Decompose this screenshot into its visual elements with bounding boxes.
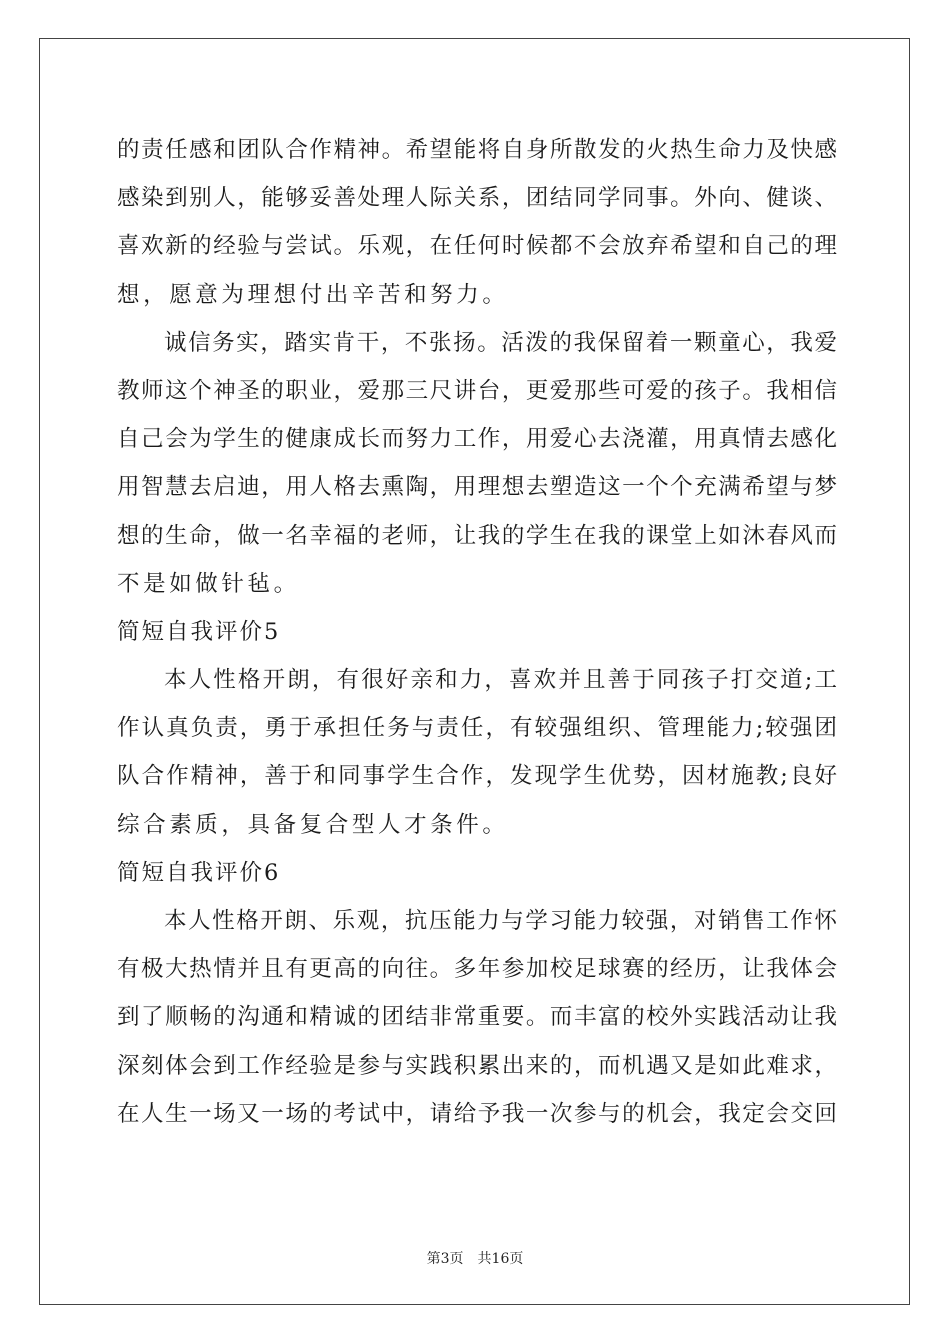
text-line: 在人生一场又一场的考试中，请给予我一次参与的机会，我定会交回 xyxy=(117,1100,837,1127)
text-line: 有极大热情并且有更高的向往。多年参加校足球赛的经历，让我体会 xyxy=(117,956,837,983)
text-line: 喜欢新的经验与尝试。乐观，在任何时候都不会放弃希望和自己的理 xyxy=(117,233,837,260)
text-line: 本人性格开朗、乐观，抗压能力与学习能力较强，对销售工作怀 xyxy=(164,908,837,934)
text-line: 用智慧去启迪，用人格去熏陶，用理想去塑造这一个个充满希望与梦 xyxy=(117,474,837,501)
text-line: 诚信务实，踏实肯干，不张扬。活泼的我保留着一颗童心，我爱 xyxy=(164,329,837,356)
section-heading: 简短自我评价6 xyxy=(117,859,281,886)
text-line: 想的生命，做一名幸福的老师，让我的学生在我的课堂上如沐春风而 xyxy=(117,522,837,549)
document-body xyxy=(117,126,837,1138)
text-line: 自己会为学生的健康成长而努力工作，用爱心去浇灌，用真情去感化 xyxy=(117,426,837,453)
text-line: 想，愿意为理想付出辛苦和努力。 xyxy=(117,281,509,308)
text-line: 作认真负责，勇于承担任务与责任，有较强组织、管理能力;较强团 xyxy=(117,715,837,742)
text-line: 教师这个神圣的职业，爱那三尺讲台，更爱那些可爱的孩子。我相信 xyxy=(117,377,837,404)
text-line: 综合素质，具备复合型人才条件。 xyxy=(117,811,509,838)
text-line: 到了顺畅的沟通和精诚的团结非常重要。而丰富的校外实践活动让我 xyxy=(117,1004,837,1031)
text-line: 的责任感和团队合作精神。希望能将自身所散发的火热生命力及快感 xyxy=(117,137,837,163)
text-line: 深刻体会到工作经验是参与实践积累出来的，而机遇又是如此难求， xyxy=(117,1052,837,1079)
text-line: 不是如做针毡。 xyxy=(117,570,300,597)
page-footer: 第3页 共16页 xyxy=(426,1251,524,1267)
text-line: 感染到别人，能够妥善处理人际关系，团结同学同事。外向、健谈、 xyxy=(117,185,837,212)
text-line: 本人性格开朗，有很好亲和力，喜欢并且善于同孩子打交道;工 xyxy=(164,667,837,694)
text-line: 队合作精神，善于和同事学生合作，发现学生优势，因材施教;良好 xyxy=(117,763,837,790)
section-heading: 简短自我评价5 xyxy=(117,618,281,645)
